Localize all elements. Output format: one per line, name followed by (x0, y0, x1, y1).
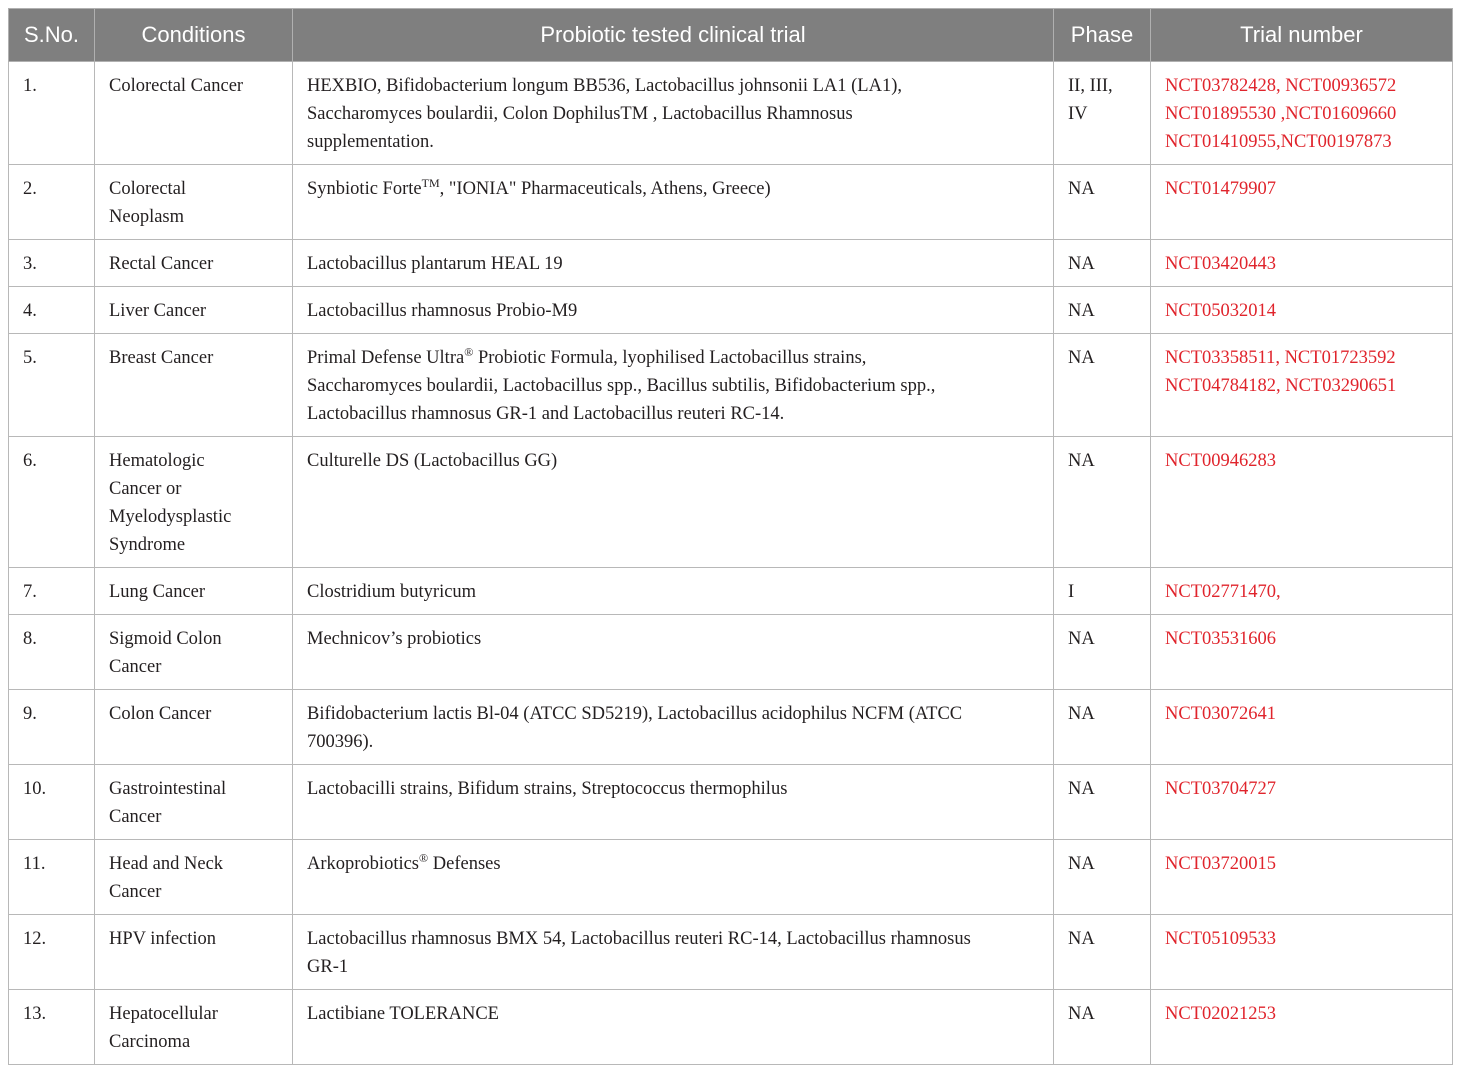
probiotic-line: Lactobacillus rhamnosus GR-1 and Lactobacillus reuteri RC-14. (307, 404, 785, 424)
trial-number-cell (1151, 165, 1453, 240)
sno-cell: 12. (9, 915, 95, 990)
condition-line: Cancer or (109, 479, 182, 499)
condition-cell (95, 287, 293, 334)
condition-cell (95, 165, 293, 240)
condition-cell (95, 915, 293, 990)
condition-line: Sigmoid Colon (109, 629, 222, 649)
probiotic-cell (293, 840, 1054, 915)
table-row (9, 840, 1453, 915)
condition-line: Hematologic (109, 451, 205, 471)
phase-line: NA (1068, 854, 1095, 874)
condition-line: Syndrome (109, 535, 186, 555)
probiotic-line (307, 850, 1039, 878)
condition-cell (95, 765, 293, 840)
condition-line: Breast Cancer (109, 348, 214, 368)
header-phase: Phase (1054, 9, 1151, 62)
probiotic-line: Lactobacillus plantarum HEAL 19 (307, 254, 563, 274)
trial-number-link[interactable]: NCT03358511, NCT01723592 (1165, 348, 1396, 368)
trial-number-link[interactable]: NCT00946283 (1165, 451, 1276, 471)
phase-cell (1054, 615, 1151, 690)
phase-cell (1054, 62, 1151, 165)
phase-line: NA (1068, 929, 1095, 949)
phase-line: IV (1068, 104, 1088, 124)
trial-number-link[interactable]: NCT01479907 (1165, 179, 1276, 199)
phase-line: NA (1068, 629, 1095, 649)
probiotic-text: Arkoprobiotics (307, 854, 420, 874)
condition-line: Colorectal (109, 179, 187, 199)
registered-superscript: ® (464, 345, 474, 359)
probiotic-text: Synbiotic Forte (307, 179, 422, 199)
sno-cell: 3. (9, 240, 95, 287)
probiotic-line (307, 344, 1039, 372)
phase-cell (1054, 287, 1151, 334)
probiotic-cell (293, 334, 1054, 437)
probiotic-line: Clostridium butyricum (307, 582, 477, 602)
probiotic-cell (293, 568, 1054, 615)
table-row (9, 240, 1453, 287)
trial-number-cell (1151, 615, 1453, 690)
phase-cell (1054, 334, 1151, 437)
probiotic-text: Primal Defense Ultra (307, 348, 465, 368)
probiotic-cell (293, 240, 1054, 287)
trial-number-cell (1151, 334, 1453, 437)
condition-cell (95, 568, 293, 615)
phase-line: NA (1068, 179, 1095, 199)
probiotic-text: Probiotic Formula, lyophilised Lactobacillus strains, (473, 348, 867, 368)
condition-line: Lung Cancer (109, 582, 206, 602)
probiotic-cell (293, 990, 1054, 1065)
probiotic-line: Bifidobacterium lactis Bl-04 (ATCC SD5219), Lactobacillus acidophilus NCFM (ATCC (307, 704, 963, 724)
probiotic-cell (293, 437, 1054, 568)
trial-number-cell (1151, 568, 1453, 615)
header-conditions: Conditions (95, 9, 293, 62)
condition-line: Cancer (109, 882, 162, 902)
trial-number-link[interactable]: NCT05109533 (1165, 929, 1276, 949)
registered-superscript: ® (419, 851, 429, 865)
trial-number-cell (1151, 990, 1453, 1065)
condition-line: Carcinoma (109, 1032, 191, 1052)
phase-line: NA (1068, 348, 1095, 368)
probiotic-line: GR-1 (307, 957, 349, 977)
table-body (9, 62, 1453, 1065)
trial-number-cell (1151, 240, 1453, 287)
table-row (9, 334, 1453, 437)
probiotic-line: Lactobacillus rhamnosus BMX 54, Lactobacillus reuteri RC-14, Lactobacillus rhamnosus (307, 929, 971, 949)
phase-cell (1054, 568, 1151, 615)
probiotic-cell (293, 690, 1054, 765)
condition-cell (95, 840, 293, 915)
trial-number-link[interactable]: NCT03420443 (1165, 254, 1276, 274)
probiotic-line: HEXBIO, Bifidobacterium longum BB536, Lactobacillus johnsonii LA1 (LA1), (307, 76, 902, 96)
probiotic-line: Saccharomyces boulardii, Colon DophilusTM , Lactobacillus Rhamnosus (307, 104, 853, 124)
header-sno: S.No. (9, 9, 95, 62)
condition-cell (95, 615, 293, 690)
trial-number-link[interactable]: NCT03072641 (1165, 704, 1276, 724)
sno-cell: 7. (9, 568, 95, 615)
trial-number-link[interactable]: NCT02771470, (1165, 582, 1281, 602)
trademark-superscript: TM (421, 176, 440, 190)
probiotic-line: Mechnicov’s probiotics (307, 629, 482, 649)
table-row (9, 568, 1453, 615)
table-row (9, 690, 1453, 765)
phase-cell (1054, 765, 1151, 840)
probiotic-line: Lactibiane TOLERANCE (307, 1004, 499, 1024)
probiotic-text: , "IONIA" Pharmaceuticals, Athens, Greece) (439, 179, 771, 199)
header-probiotic: Probiotic tested clinical trial (293, 9, 1054, 62)
trial-number-cell (1151, 840, 1453, 915)
sno-cell: 5. (9, 334, 95, 437)
table-row (9, 287, 1453, 334)
probiotic-cell (293, 615, 1054, 690)
trial-number-cell (1151, 437, 1453, 568)
probiotic-line: Saccharomyces boulardii, Lactobacillus spp., Bacillus subtilis, Bifidobacterium spp., (307, 376, 936, 396)
probiotic-line: Lactobacilli strains, Bifidum strains, Streptococcus thermophilus (307, 779, 788, 799)
trial-number-link[interactable]: NCT03704727 (1165, 779, 1276, 799)
sno-cell: 9. (9, 690, 95, 765)
sno-cell: 8. (9, 615, 95, 690)
table-row (9, 165, 1453, 240)
trial-number-cell (1151, 915, 1453, 990)
trial-number-cell (1151, 287, 1453, 334)
phase-line: NA (1068, 779, 1095, 799)
condition-line: Rectal Cancer (109, 254, 214, 274)
condition-line: Gastrointestinal (109, 779, 227, 799)
phase-line: NA (1068, 704, 1095, 724)
condition-cell (95, 990, 293, 1065)
trial-number-cell (1151, 62, 1453, 165)
probiotic-line: Lactobacillus rhamnosus Probio-M9 (307, 301, 578, 321)
trial-number-link[interactable]: NCT04784182, NCT03290651 (1165, 376, 1397, 396)
condition-cell (95, 334, 293, 437)
probiotic-line: 700396). (307, 732, 374, 752)
table-header-row (9, 9, 1453, 62)
probiotic-line: Culturelle DS (Lactobacillus GG) (307, 451, 558, 471)
table-row (9, 437, 1453, 568)
clinical-trials-table (8, 8, 1453, 1065)
header-trial-number: Trial number (1151, 9, 1453, 62)
condition-line: Myelodysplastic (109, 507, 232, 527)
sno-cell: 1. (9, 62, 95, 165)
trial-number-cell (1151, 690, 1453, 765)
sno-cell: 4. (9, 287, 95, 334)
condition-cell (95, 62, 293, 165)
condition-line: Cancer (109, 657, 162, 677)
probiotic-cell (293, 287, 1054, 334)
phase-cell (1054, 437, 1151, 568)
probiotic-line (307, 175, 1039, 203)
condition-line: Liver Cancer (109, 301, 207, 321)
table-row (9, 990, 1453, 1065)
table-row (9, 62, 1453, 165)
sno-cell: 2. (9, 165, 95, 240)
phase-line: NA (1068, 451, 1095, 471)
condition-line: Head and Neck (109, 854, 224, 874)
condition-line: Colon Cancer (109, 704, 212, 724)
condition-cell (95, 437, 293, 568)
condition-line: Hepatocellular (109, 1004, 218, 1024)
phase-cell (1054, 990, 1151, 1065)
phase-line: NA (1068, 301, 1095, 321)
trial-number-cell (1151, 765, 1453, 840)
phase-cell (1054, 165, 1151, 240)
condition-cell (95, 240, 293, 287)
trial-number-link[interactable]: NCT01895530 ,NCT01609660 (1165, 104, 1397, 124)
sno-cell: 6. (9, 437, 95, 568)
trial-number-link[interactable]: NCT05032014 (1165, 301, 1276, 321)
phase-cell (1054, 915, 1151, 990)
probiotic-line: supplementation. (307, 132, 434, 152)
trial-number-link[interactable]: NCT03782428, NCT00936572 (1165, 76, 1397, 96)
phase-line: NA (1068, 254, 1095, 274)
sno-cell: 13. (9, 990, 95, 1065)
probiotic-text: Defenses (428, 854, 501, 874)
probiotic-cell (293, 915, 1054, 990)
probiotic-cell (293, 765, 1054, 840)
sno-cell: 11. (9, 840, 95, 915)
sno-cell: 10. (9, 765, 95, 840)
condition-line: HPV infection (109, 929, 217, 949)
phase-line: II, III, (1068, 76, 1113, 96)
phase-cell (1054, 240, 1151, 287)
trial-number-link[interactable]: NCT03720015 (1165, 854, 1276, 874)
probiotic-cell (293, 62, 1054, 165)
phase-line: I (1068, 582, 1075, 602)
condition-line: Cancer (109, 807, 162, 827)
phase-cell (1054, 840, 1151, 915)
condition-cell (95, 690, 293, 765)
table-row (9, 765, 1453, 840)
table-row (9, 915, 1453, 990)
condition-line: Neoplasm (109, 207, 185, 227)
trial-number-link[interactable]: NCT03531606 (1165, 629, 1276, 649)
phase-cell (1054, 690, 1151, 765)
trial-number-link[interactable]: NCT01410955,NCT00197873 (1165, 132, 1392, 152)
table-row (9, 615, 1453, 690)
probiotic-cell (293, 165, 1054, 240)
condition-line: Colorectal Cancer (109, 76, 244, 96)
phase-line: NA (1068, 1004, 1095, 1024)
trial-number-link[interactable]: NCT02021253 (1165, 1004, 1276, 1024)
